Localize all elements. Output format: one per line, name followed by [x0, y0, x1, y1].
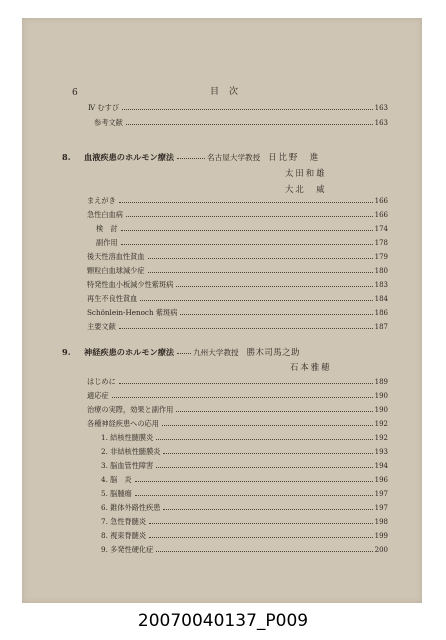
- toc-entry-page: 190: [374, 406, 388, 414]
- toc-entry-title: 各種神経疾患への応用: [87, 419, 159, 428]
- toc-entry-title: 8. 視束脊髄炎: [101, 531, 147, 540]
- toc-entry: [87, 293, 388, 305]
- leader-dots: [126, 124, 373, 125]
- toc-entry-page: 163: [374, 104, 388, 112]
- toc-entry-page: 179: [374, 253, 388, 261]
- toc-entry-title: 特発性血小板減少性紫斑病: [87, 280, 174, 289]
- toc-entry: [101, 488, 388, 500]
- page-title: 目次: [210, 87, 249, 97]
- toc-entry-title: まえがき: [87, 196, 116, 205]
- toc-entry: [88, 102, 388, 114]
- leader-dots: [156, 551, 372, 552]
- leader-dots: [140, 300, 372, 301]
- leader-dots: [176, 411, 372, 412]
- toc-entry-title: Schönlein-Henoch 紫斑病: [87, 308, 178, 317]
- toc-entry-title: 後天性溶血性貧血: [87, 252, 145, 261]
- toc-entry-page: 184: [374, 295, 388, 303]
- toc-entry: [101, 474, 388, 486]
- toc-entry-page: 183: [374, 281, 388, 289]
- toc-entry: [94, 117, 388, 129]
- leader-dots: [162, 425, 373, 426]
- section-heading: [62, 345, 300, 359]
- image-caption: 20070040137_P009: [137, 611, 309, 631]
- toc-entry-page: 166: [374, 197, 388, 205]
- toc-entry: [101, 432, 388, 444]
- section-title: 血液疾患のホルモン療法: [84, 151, 175, 162]
- toc-entry: [96, 237, 388, 249]
- toc-entry-page: 200: [374, 546, 388, 554]
- leader-dots: [163, 509, 372, 510]
- toc-entry-page: 174: [374, 225, 388, 233]
- toc-entry: [87, 209, 388, 221]
- leader-dots: [149, 537, 373, 538]
- leader-dots: [156, 439, 372, 440]
- author-name: 大北 威: [285, 184, 327, 194]
- toc-entry-page: 196: [374, 476, 388, 484]
- toc-entry-page: 197: [374, 504, 388, 512]
- toc-entry: [87, 404, 388, 416]
- page-number: 6: [72, 88, 78, 98]
- toc-entry-page: 178: [374, 239, 388, 247]
- author-name: 太田和雄: [285, 168, 327, 178]
- leader-dots: [180, 314, 372, 315]
- toc-entry: [101, 516, 388, 528]
- leader-dots: [121, 230, 373, 231]
- author-affiliation: 九州大学教授: [193, 347, 239, 357]
- section-title: 神経疾患のホルモン療法: [84, 346, 175, 357]
- leader-dots: [119, 202, 373, 203]
- leader-dots: [135, 495, 373, 496]
- toc-entry-title: 再生不良性貧血: [87, 294, 138, 303]
- toc-entry-page: 199: [374, 532, 388, 540]
- toc-entry: [87, 307, 388, 319]
- leader-dots: [148, 258, 373, 259]
- leader-dots: [119, 383, 373, 384]
- toc-entry: [101, 502, 388, 514]
- scanned-page: [22, 18, 422, 603]
- toc-entry-title: 参考文献: [94, 118, 123, 127]
- leader-dots: [122, 109, 373, 110]
- toc-entry-page: 189: [374, 378, 388, 386]
- toc-entry-page: 198: [374, 518, 388, 526]
- toc-entry-title: 5. 脳腫瘍: [101, 489, 132, 498]
- leader-dots: [176, 286, 372, 287]
- leader-dots: [148, 272, 373, 273]
- toc-entry-page: 186: [374, 309, 388, 317]
- toc-entry-title: 適応症: [87, 391, 109, 400]
- leader-dots: [177, 353, 191, 354]
- leader-dots: [135, 481, 373, 482]
- toc-entry: [87, 376, 388, 388]
- toc-entry-title: 9. 多発性硬化症: [101, 545, 154, 554]
- author-name: 勝木司馬之助: [246, 347, 300, 357]
- toc-entry-title: 顆粒白血球減少症: [87, 266, 145, 275]
- toc-entry-page: 192: [374, 420, 388, 428]
- toc-entry-page: 190: [374, 392, 388, 400]
- toc-entry-title: 6. 錐体外路性疾患: [101, 503, 161, 512]
- leader-dots: [112, 397, 373, 398]
- author-affiliation: 名古屋大学教授: [207, 152, 261, 162]
- toc-entry: [101, 460, 388, 472]
- toc-entry-page: 197: [374, 490, 388, 498]
- toc-entry-title: 副作用: [96, 238, 118, 247]
- toc-entry-title: 主要文献: [87, 322, 116, 331]
- toc-entry: [96, 223, 388, 235]
- toc-entry-title: 治療の実際，効果と副作用: [87, 405, 174, 414]
- toc-entry-title: 1. 結核性髄膜炎: [101, 433, 154, 442]
- section-heading: [62, 150, 320, 164]
- author-name: 日比野 進: [268, 152, 321, 162]
- toc-entry: [101, 446, 388, 458]
- toc-entry: [87, 265, 388, 277]
- toc-entry-title: 検 討: [96, 224, 118, 233]
- toc-entry-title: Ⅳ むすび: [88, 103, 120, 112]
- toc-entry: [87, 251, 388, 263]
- toc-entry-page: 163: [374, 119, 388, 127]
- toc-entry: [87, 390, 388, 402]
- toc-entry: [87, 321, 388, 333]
- toc-entry-page: 192: [374, 434, 388, 442]
- leader-dots: [121, 244, 373, 245]
- toc-entry-page: 187: [374, 323, 388, 331]
- toc-entry-page: 166: [374, 211, 388, 219]
- toc-entry-title: 7. 急性脊髄炎: [101, 517, 147, 526]
- toc-entry-title: 2. 非結核性髄膜炎: [101, 447, 161, 456]
- leader-dots: [149, 523, 373, 524]
- toc-entry-page: 194: [374, 462, 388, 470]
- toc-entry-title: はじめに: [87, 377, 116, 386]
- toc-entry: [87, 195, 388, 207]
- toc-entry-title: 3. 脳血管性障害: [101, 461, 154, 470]
- section-number: 8.: [62, 152, 71, 162]
- leader-dots: [177, 158, 205, 159]
- toc-entry: [87, 418, 388, 430]
- toc-entry: [101, 544, 388, 556]
- section-number: 9.: [62, 347, 71, 357]
- leader-dots: [163, 453, 372, 454]
- leader-dots: [156, 467, 372, 468]
- toc-entry: [87, 279, 388, 291]
- toc-entry-page: 180: [374, 267, 388, 275]
- leader-dots: [126, 216, 373, 217]
- leader-dots: [119, 328, 373, 329]
- toc-entry: [101, 530, 388, 542]
- author-name: 石本雅穂: [290, 362, 332, 372]
- toc-entry-page: 193: [374, 448, 388, 456]
- toc-entry-title: 急性白血病: [87, 210, 123, 219]
- toc-entry-title: 4. 脳 炎: [101, 475, 132, 484]
